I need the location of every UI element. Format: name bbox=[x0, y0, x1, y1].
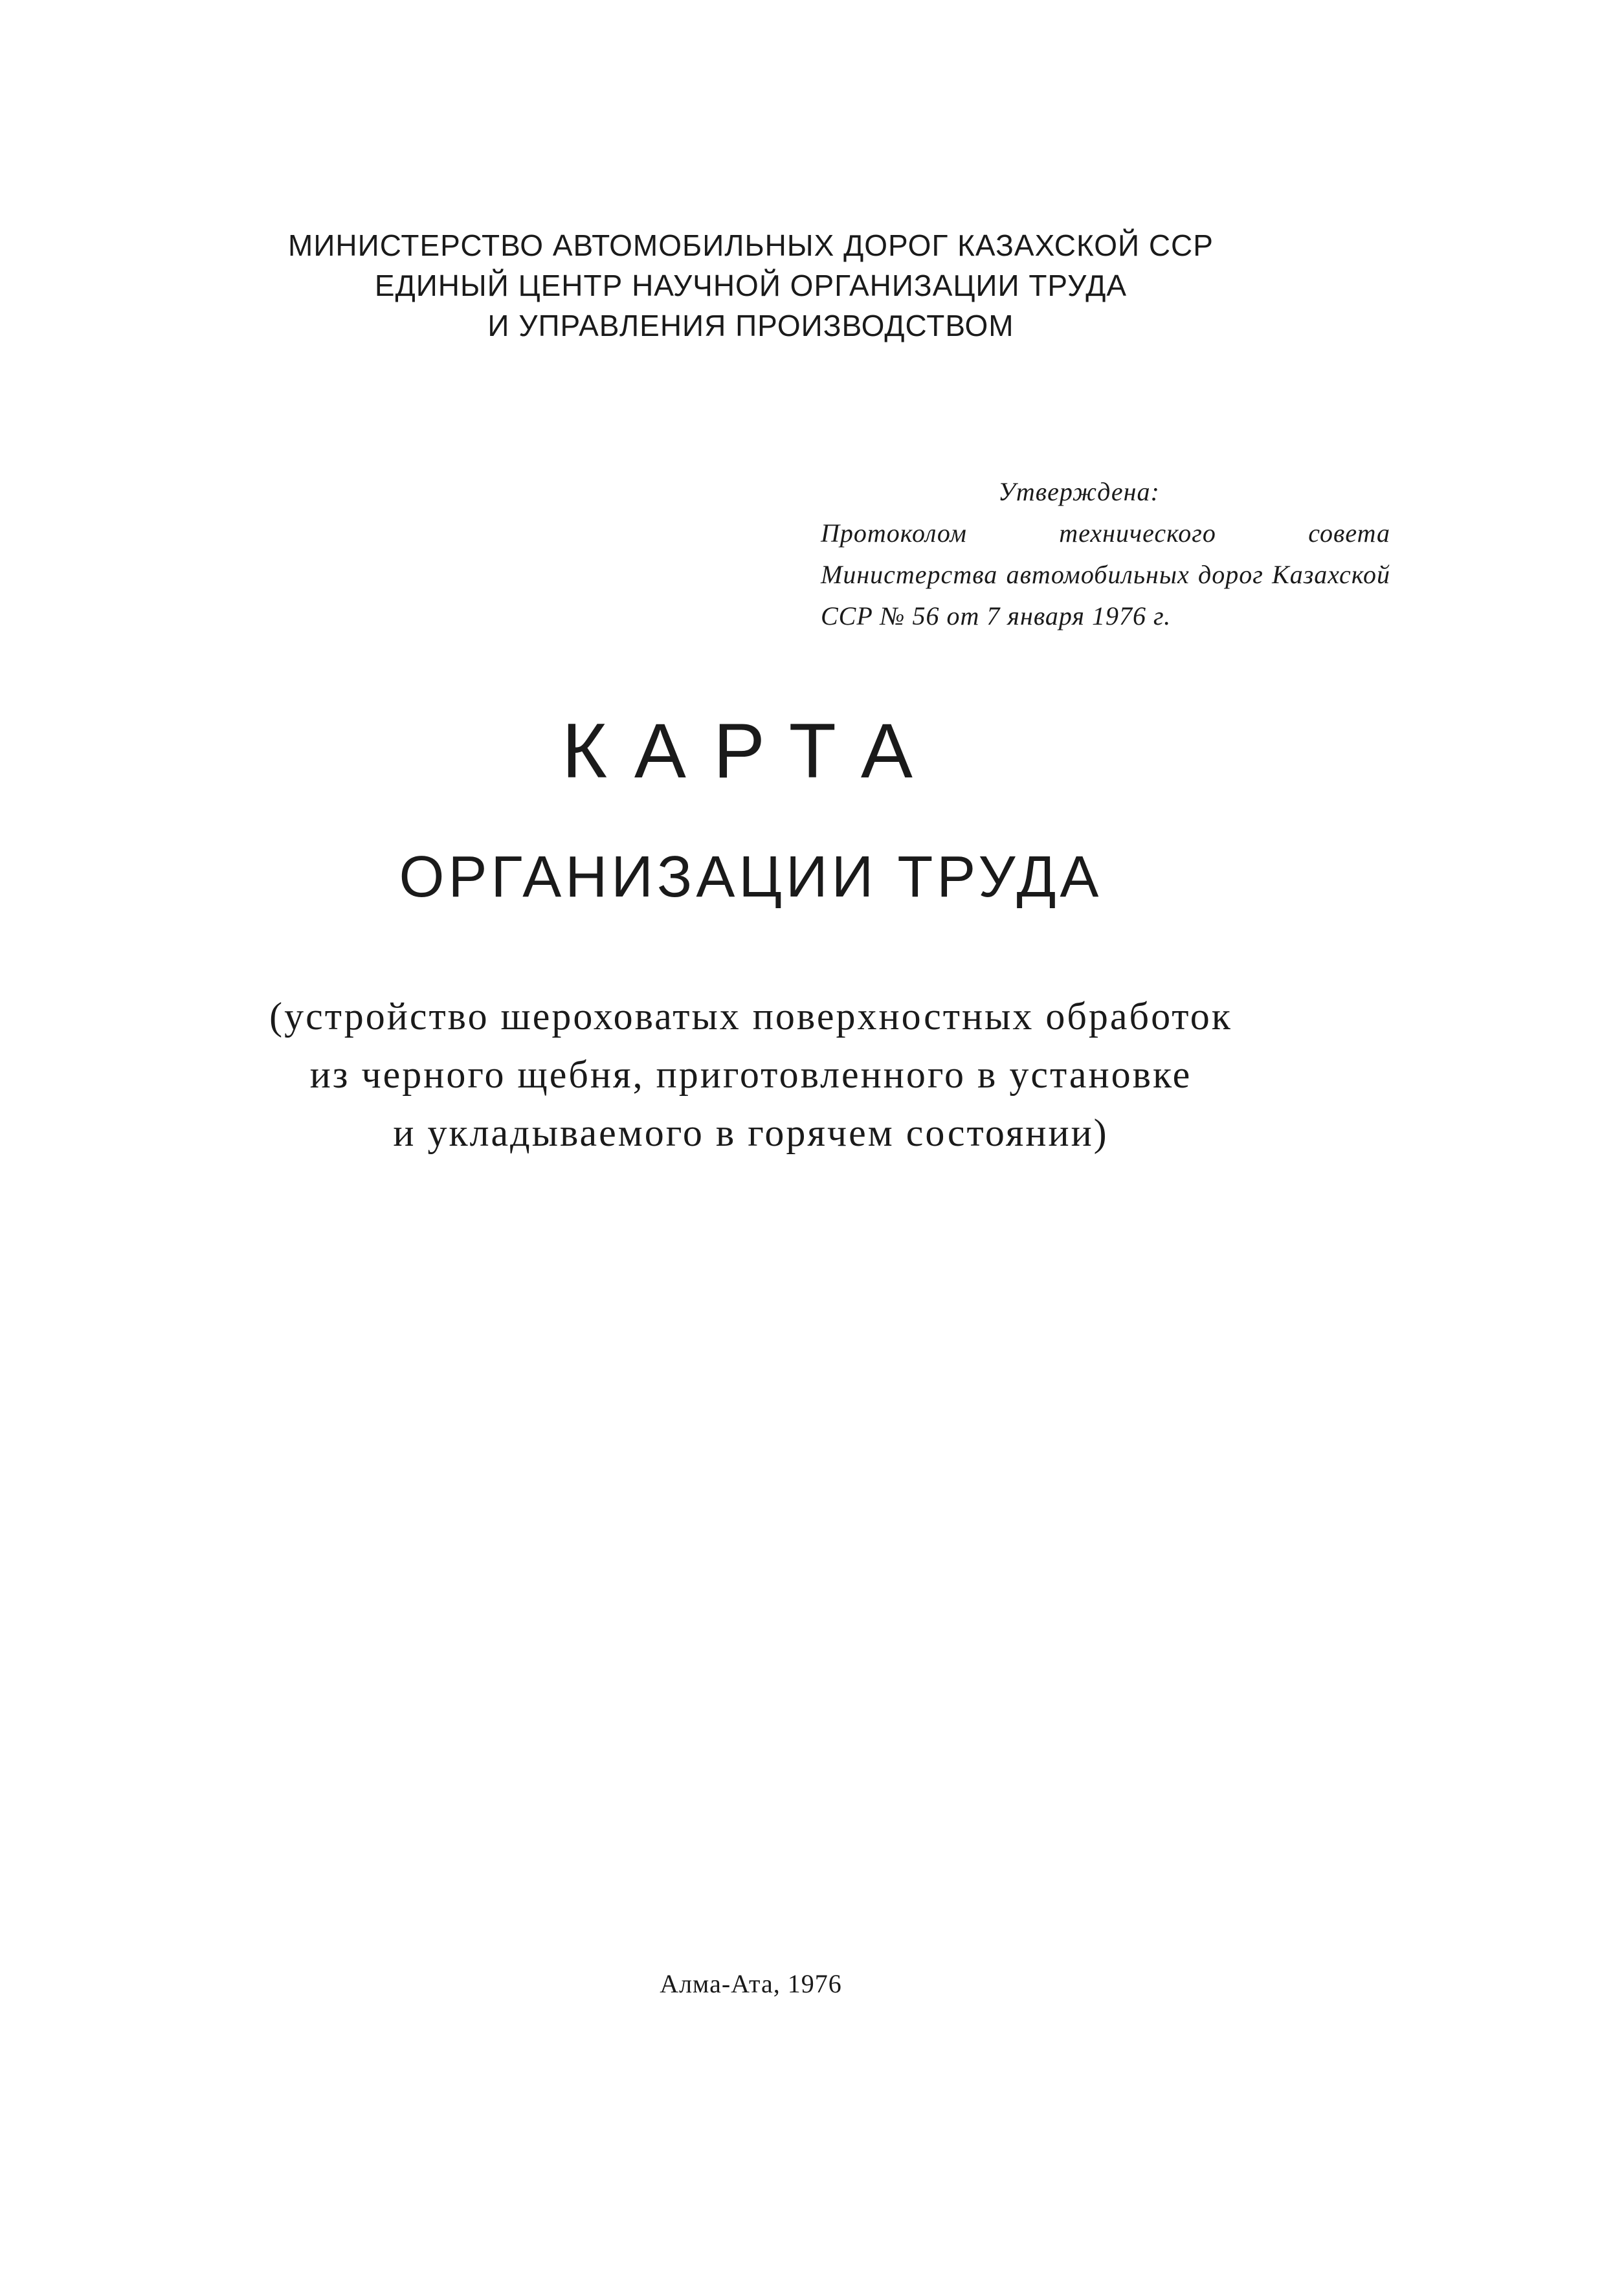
ministry-name-line: МИНИСТЕРСТВО АВТОМОБИЛЬНЫХ ДОРОГ КАЗАХСКОЙ ССР bbox=[288, 229, 1214, 262]
approval-text: Протоколом технического совета Министерства автомобильных дорог Казахской ССР № 56 от 7 января 1976 г. bbox=[821, 518, 1390, 630]
approval-heading: Утверждена: bbox=[998, 477, 1160, 506]
document-title: КАРТА bbox=[562, 708, 940, 794]
document-subtitle: ОРГАНИЗАЦИИ ТРУДА bbox=[399, 845, 1103, 909]
center-name-line: ЕДИНЫЙ ЦЕНТР НАУЧНОЙ ОРГАНИЗАЦИИ ТРУДА bbox=[374, 269, 1128, 302]
document-description bbox=[0, 987, 1502, 1162]
description-line: из черного щебня, приготовленного в установке bbox=[309, 1053, 1192, 1096]
description-line: (устройство шероховатых поверхностных обработок bbox=[269, 995, 1232, 1038]
center-name-continuation-line: И УПРАВЛЕНИЯ ПРОИЗВОДСТВОМ bbox=[487, 309, 1014, 342]
description-line: и укладываемого в горячем состоянии) bbox=[393, 1111, 1109, 1154]
issuing-organization-header bbox=[0, 225, 1502, 346]
place-and-year: Алма-Ата, 1976 bbox=[660, 1969, 842, 1998]
approval-block bbox=[821, 471, 1390, 637]
